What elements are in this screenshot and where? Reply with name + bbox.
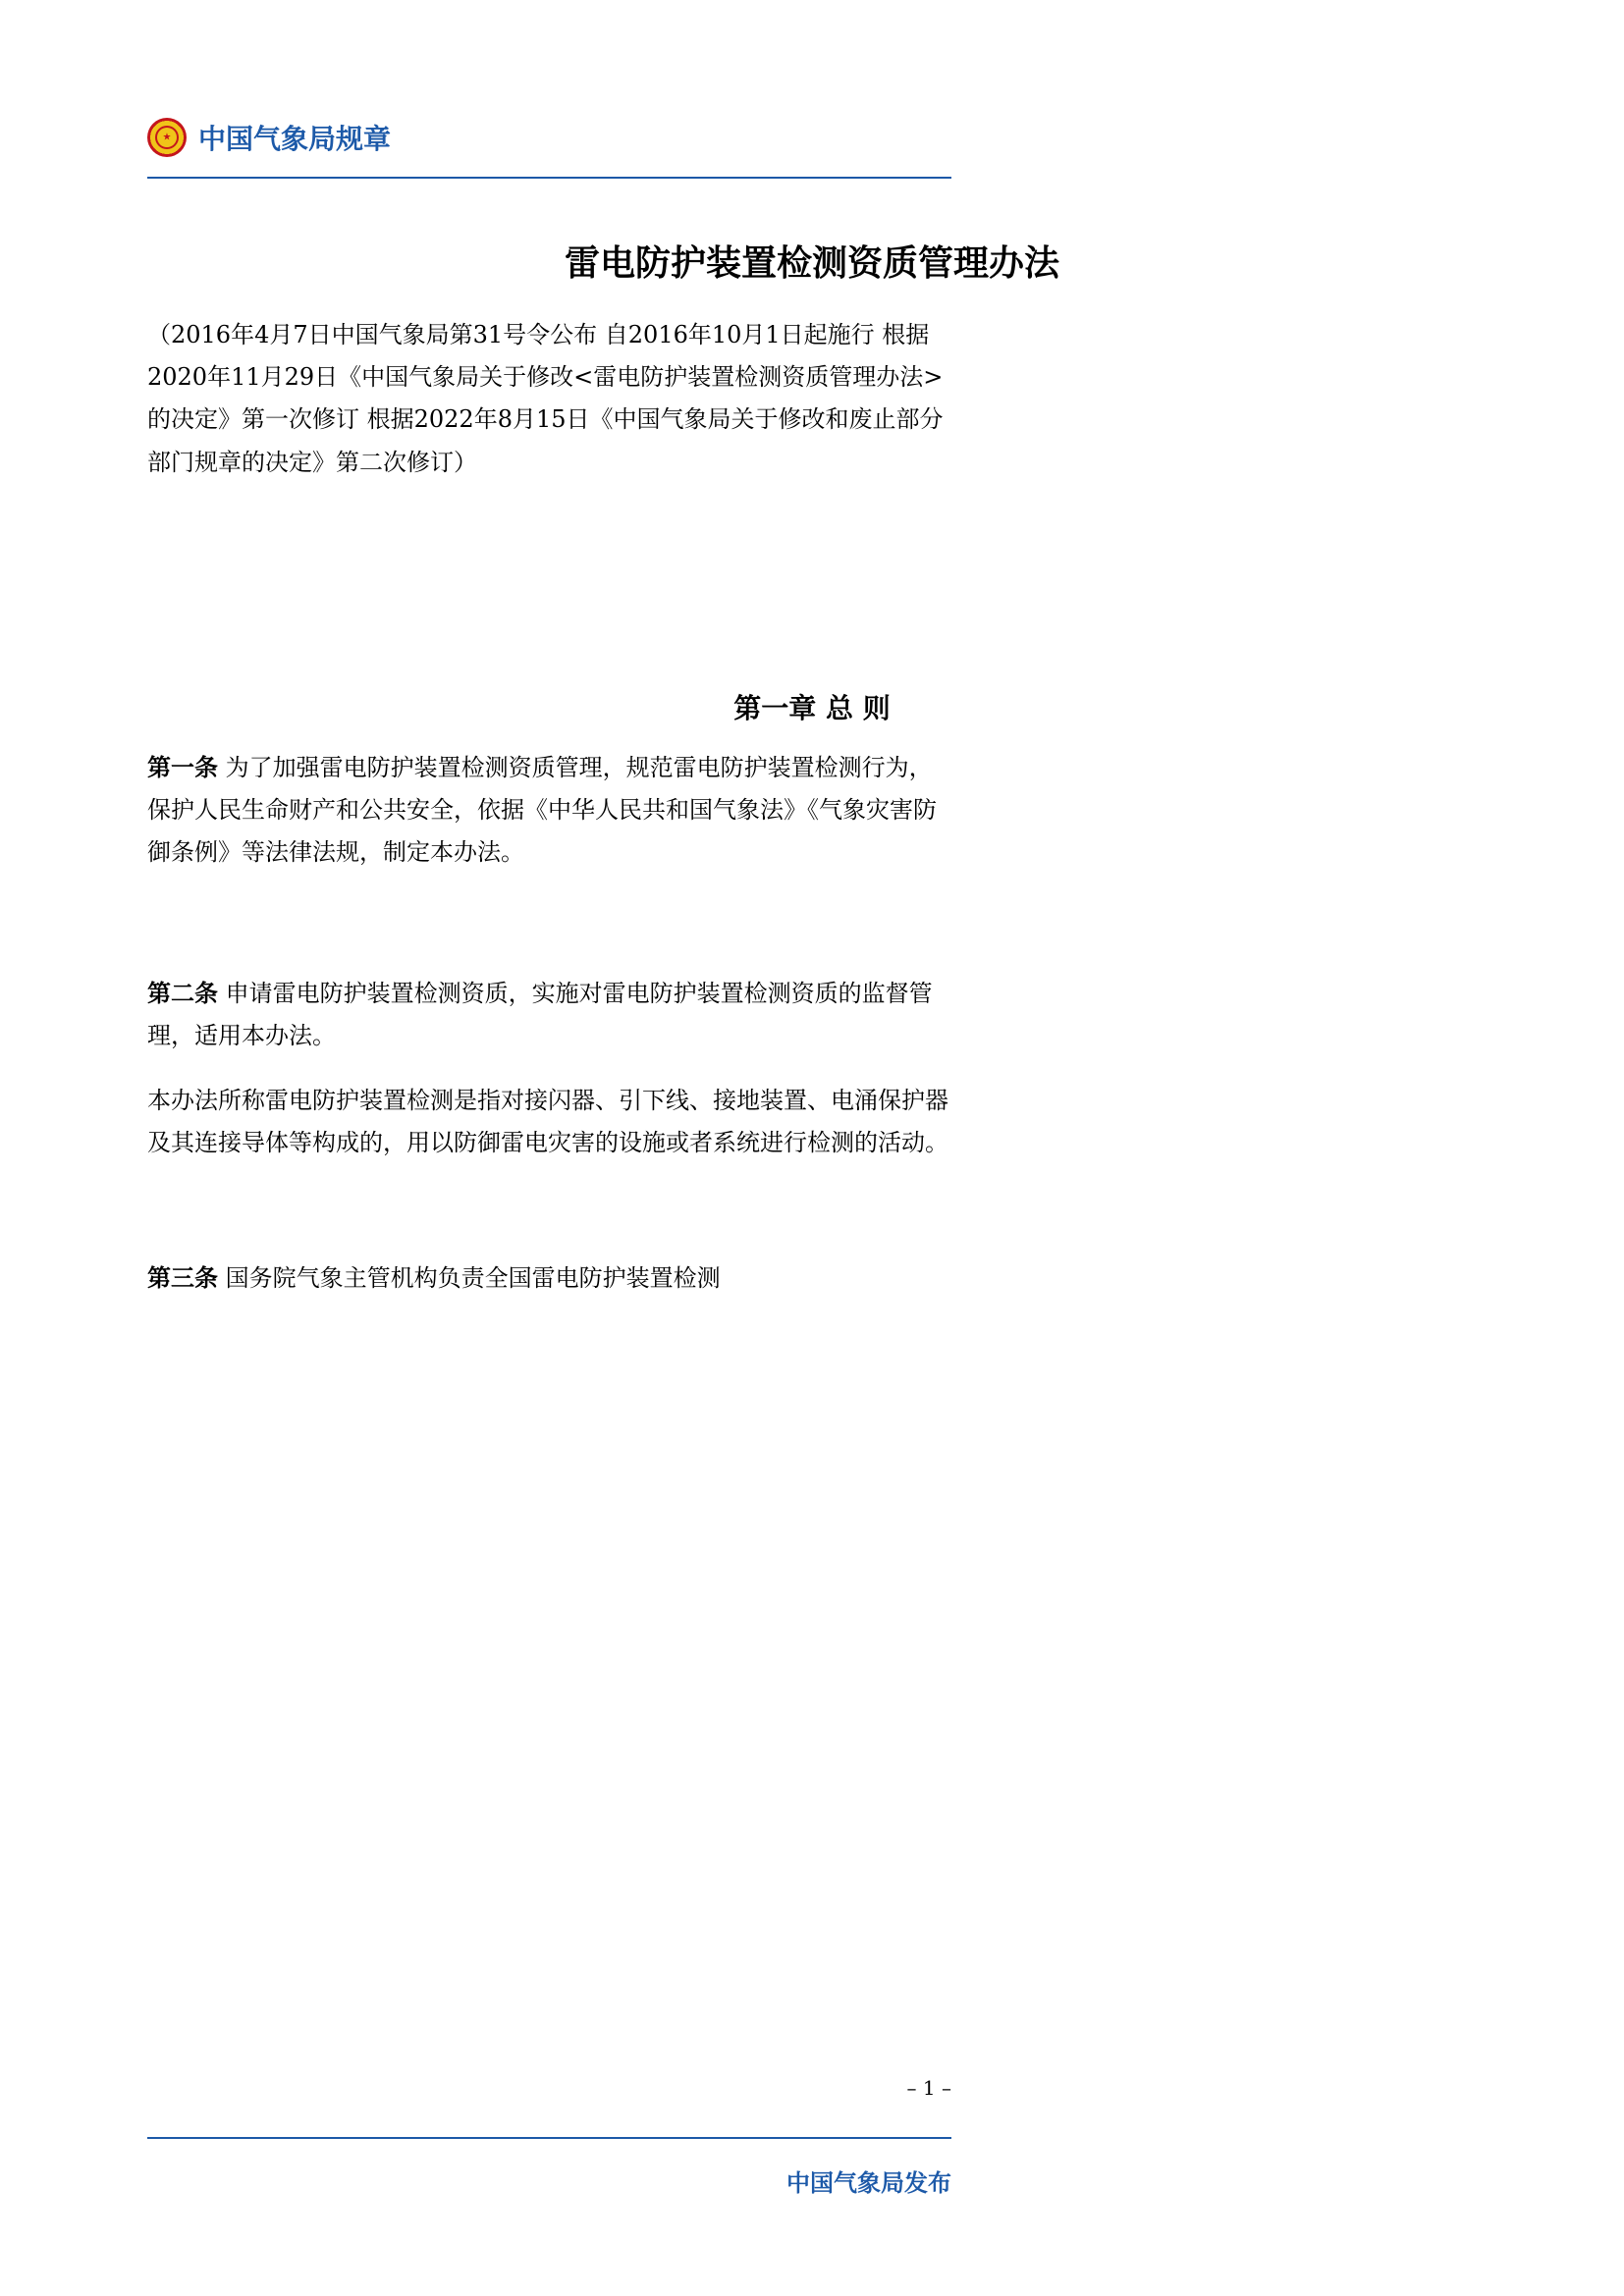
header xyxy=(147,118,391,157)
article-number: 第一条 xyxy=(147,753,218,781)
header-title: 中国气象局规章 xyxy=(198,123,392,155)
article-1 xyxy=(147,746,951,875)
article-3 xyxy=(147,1256,951,1300)
preamble: （2016年4月7日中国气象局第31号令公布 自2016年10月1日起施行 根据2020年11月29日《中国气象局关于修改<雷电防护装置检测资质管理办法>的决定》第一次修订 根据2022年8月15日《中国气象局关于修改和废止部分部门规章的决定》第二次修订） xyxy=(147,321,944,476)
article-number: 第三条 xyxy=(147,1263,218,1292)
emblem-icon xyxy=(147,118,187,157)
footer-divider xyxy=(147,2137,951,2139)
article-text: 为了加强雷电防护装置检测资质管理，规范雷电防护装置检测行为，保护人民生命财产和公共安全，依据《中华人民共和国气象法》《气象灾害防御条例》等法律法规，制定本办法。 xyxy=(147,754,937,867)
article-text: 国务院气象主管机构负责全国雷电防护装置检测 xyxy=(225,1264,721,1292)
main-title: 雷电防护装置检测资质管理办法 xyxy=(564,242,1059,284)
page-number: – 1 – xyxy=(906,2076,951,2100)
footer: 中国气象局发布 xyxy=(786,2168,951,2197)
article-number: 第二条 xyxy=(147,979,218,1007)
chapter-title: 第一章 总 则 xyxy=(733,692,891,724)
article-text: 本办法所称雷电防护装置检测是指对接闪器、引下线、接地装置、电涌保护器及其连接导体等构成的，用以防御雷电灾害的设施或者系统进行检测的活动。 xyxy=(147,1087,948,1157)
article-text: 申请雷电防护装置检测资质，实施对雷电防护装置检测资质的监督管理，适用本办法。 xyxy=(147,980,933,1050)
article-2-sub xyxy=(147,1080,951,1164)
article-2 xyxy=(147,972,951,1057)
header-divider xyxy=(147,177,951,179)
